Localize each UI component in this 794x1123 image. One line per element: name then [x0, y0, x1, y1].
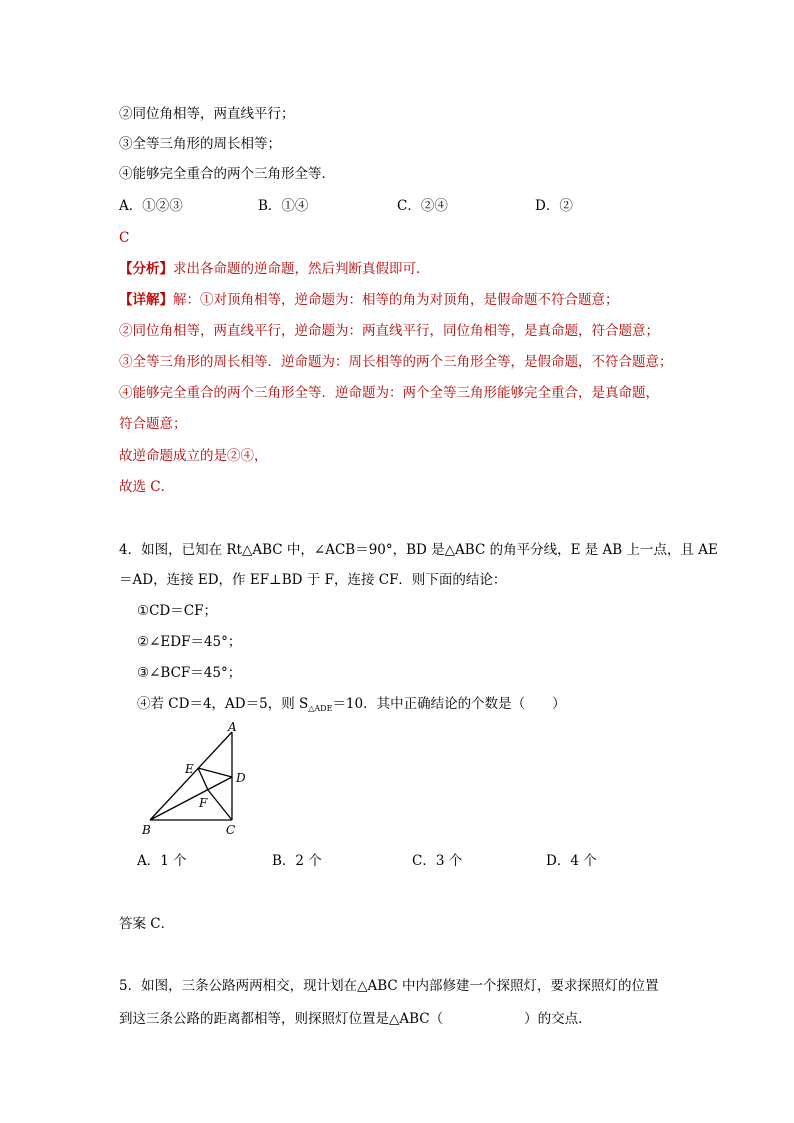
- statement-3: ③全等三角形的周长相等；: [119, 136, 281, 152]
- segment-ab: [150, 732, 232, 820]
- final-answer-line: 故选 C．: [119, 479, 175, 495]
- q4-option-c: C．3 个: [412, 853, 463, 869]
- analysis-label: 【分析】: [119, 261, 173, 277]
- q4-c4-subscript: △ADE: [308, 704, 333, 713]
- detail-text-1: 解：①对顶角相等，逆命题为：相等的角为对顶角，是假命题不符合题意；: [173, 292, 619, 308]
- analysis-line: [119, 259, 430, 279]
- q4-stem-line-1: 4．如图，已知在 Rt△ABC 中，∠ACB＝90°，BD 是△ABC 的角平分线，E 是 AB 上一点，且 AE: [119, 542, 718, 558]
- q4-conclusion-2: ②∠EDF＝45°；: [137, 634, 242, 650]
- detail-line-4: ④能够完全重合的两个三角形全等．逆命题为：两个全等三角形能够完全重合，是真命题，: [119, 385, 659, 401]
- segment-bd: [150, 777, 232, 820]
- option-b: B．①④: [258, 198, 309, 214]
- q4-answer: 答案 C．: [119, 916, 175, 932]
- label-a: A: [228, 722, 237, 734]
- option-a: A．①②③: [119, 198, 183, 214]
- answer-letter: C: [119, 230, 130, 246]
- label-d: D: [236, 771, 246, 785]
- segment-cf: [208, 790, 232, 820]
- q4-geometry-figure: [136, 722, 248, 840]
- q4-c4-part1: ④若 CD＝4，AD＝5，则 S: [137, 696, 309, 712]
- statement-4: ④能够完全重合的两个三角形全等．: [119, 166, 335, 182]
- q4-conclusion-4: [137, 694, 566, 719]
- detail-line-5: 符合题意；: [119, 416, 187, 432]
- conclusion-line: 故逆命题成立的是②④，: [119, 448, 268, 464]
- detail-line-1: [119, 290, 619, 310]
- q4-c4-part2: ＝10．其中正确结论的个数是（ ）: [332, 696, 566, 712]
- detail-line-3: ③全等三角形的周长相等．逆命题为：周长相等的两个三角形全等，是假命题，不符合题意；: [119, 354, 673, 370]
- label-e: E: [185, 762, 194, 776]
- statement-2: ②同位角相等，两直线平行；: [119, 106, 295, 122]
- q4-option-a: A．1 个: [137, 853, 187, 869]
- analysis-text: 求出各命题的逆命题，然后判断真假即可．: [173, 261, 430, 277]
- segment-ed: [198, 768, 232, 777]
- segment-ef: [198, 768, 208, 790]
- q5-line-1: 5．如图，三条公路两两相交，现计划在△ABC 中内部修建一个探照灯，要求探照灯的位置: [119, 978, 659, 994]
- detail-line-2: ②同位角相等，两直线平行，逆命题为：两直线平行，同位角相等，是真命题，符合题意；: [119, 323, 659, 339]
- label-b: B: [142, 823, 151, 837]
- label-c: C: [226, 823, 236, 837]
- label-f: F: [199, 796, 208, 810]
- q4-stem-line-2: ＝AD，连接 ED，作 EF⊥BD 于 F，连接 CF．则下面的结论：: [119, 572, 507, 588]
- detail-label: 【详解】: [119, 292, 173, 308]
- q4-conclusion-1: ①CD＝CF；: [137, 603, 217, 619]
- q5-line-2: 到这三条公路的距离都相等，则探照灯位置是△ABC（ ）的交点．: [119, 1011, 592, 1027]
- q4-option-b: B．2 个: [272, 853, 322, 869]
- q4-conclusion-3: ③∠BCF＝45°；: [137, 665, 242, 681]
- q4-option-d: D．4 个: [546, 853, 597, 869]
- option-c: C．②④: [397, 198, 448, 214]
- option-d: D．②: [535, 198, 573, 214]
